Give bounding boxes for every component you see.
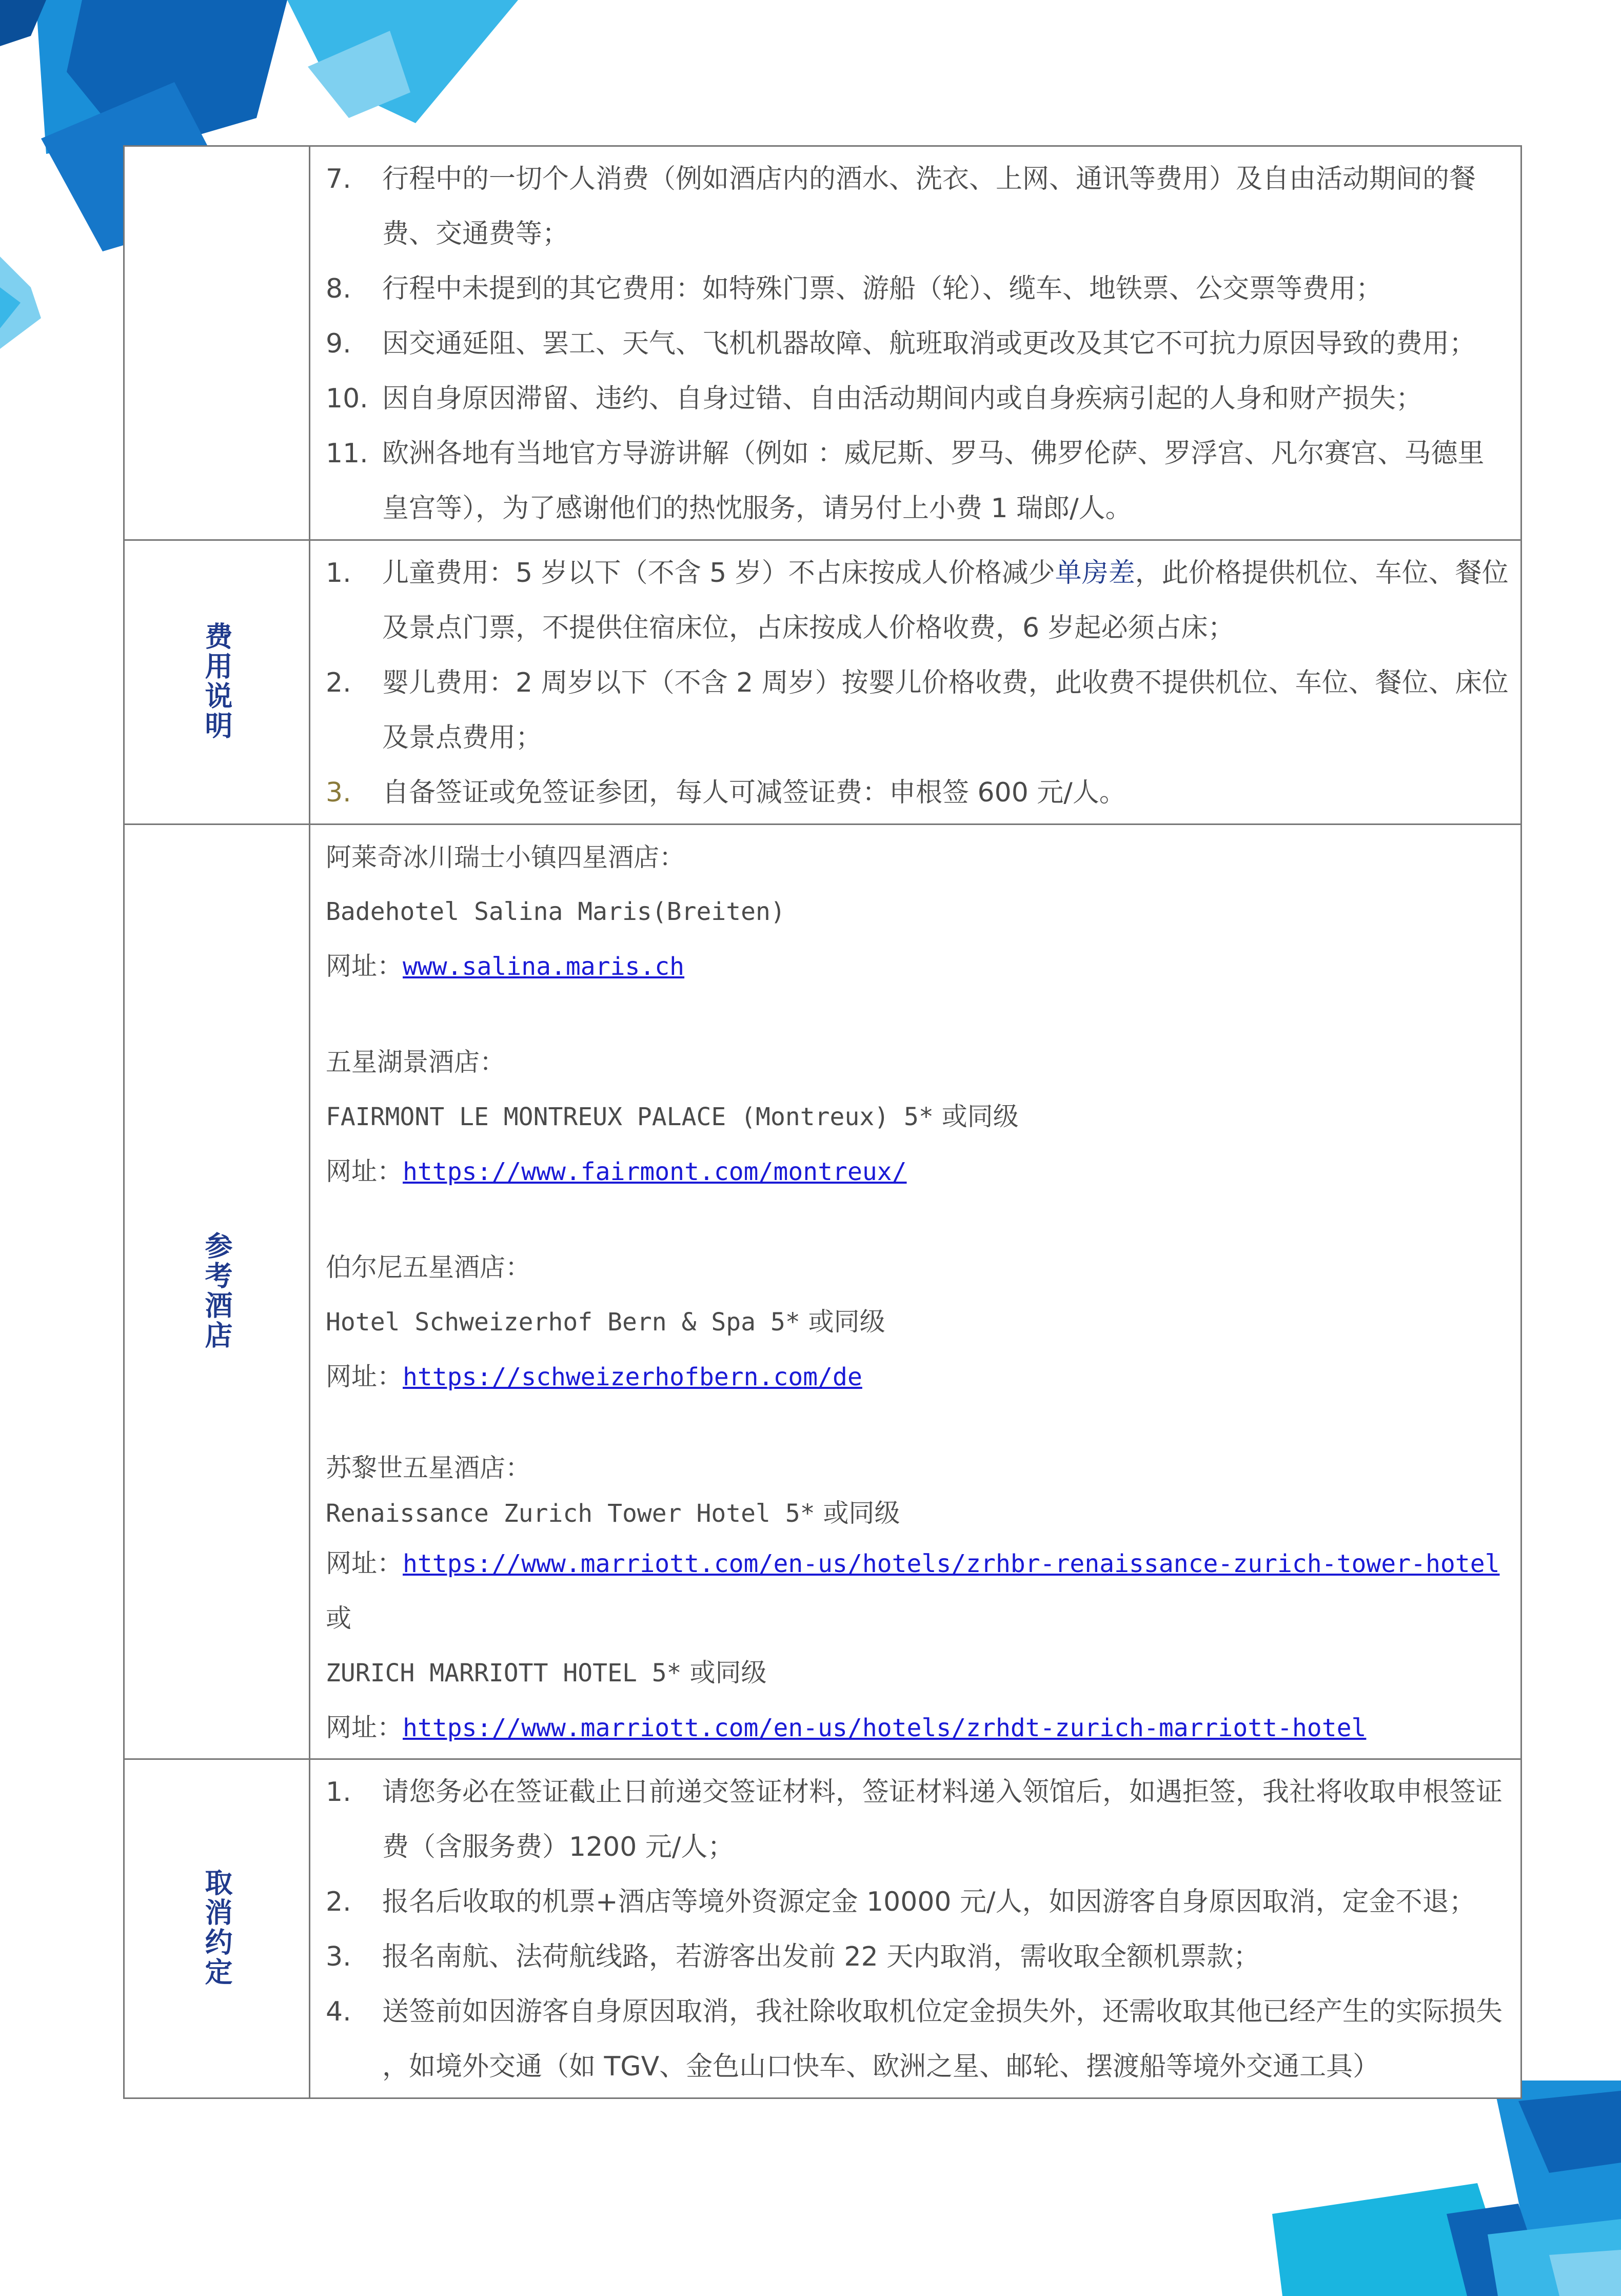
list-item	[326, 1875, 1510, 1930]
or-text: 或	[326, 1603, 351, 1633]
hotel-name-en: FAIRMONT LE MONTREUX PALACE (Montreux) 5*	[326, 1103, 934, 1131]
list-text: 送签前如因游客自身原因取消，我社除收取机位定金损失外，还需收取其他已经产生的实际损失 ，如境外交通（如 TGV、金色山口快车、欧洲之星、邮轮、摆渡船等境外交通工具）	[382, 1996, 1503, 2082]
cancellation-row	[124, 1759, 1521, 2098]
hotel-name-en: Renaissance Zurich Tower Hotel 5*	[326, 1499, 815, 1528]
single-room-supplement-term: 单房差	[1055, 558, 1135, 588]
list-number: 2.	[326, 668, 351, 698]
hotel-name-suffix: 或同级	[800, 1307, 885, 1337]
hotel-url-line	[326, 1700, 1510, 1755]
list-item	[326, 766, 1510, 820]
list-text: 欧洲各地有当地官方导游讲解（例如 ：威尼斯、罗马、佛罗伦萨、罗浮宫、凡尔赛宫、马德里皇宫等），为了感谢他们的热忱服务，请另付上小费 1 瑞郎/人。	[382, 438, 1485, 524]
list-number: 4.	[326, 1996, 351, 2027]
list-number: 1.	[326, 558, 351, 588]
list-item	[326, 1930, 1510, 1985]
hotel-name-en: Hotel Schweizerhof Bern & Spa 5*	[326, 1308, 800, 1337]
section-label-cancellation: 取消约定	[201, 1868, 233, 1987]
list-number: 3.	[326, 1941, 351, 1972]
fee-exclusions-label-cell	[124, 146, 310, 540]
list-item	[326, 1765, 1510, 1875]
cancellation-label-cell	[124, 1759, 310, 2098]
list-number: 8.	[326, 273, 351, 304]
url-label: 网址：	[326, 1713, 403, 1742]
itinerary-info-table	[123, 145, 1522, 2099]
hotel-link[interactable]: https://www.fairmont.com/montreux/	[403, 1157, 907, 1186]
hotel-name	[326, 1645, 1510, 1700]
list-number: 3.	[326, 777, 351, 808]
list-text: 报名南航、法荷航线路，若游客出发前 22 天内取消，需收取全额机票款；	[382, 1941, 1260, 1972]
url-label: 网址：	[326, 1548, 403, 1578]
child-fee-text: 儿童费用：5 岁以下（不含 5 岁）不占床按成人价格减少	[382, 558, 1055, 588]
hotel-link[interactable]: https://schweizerhofbern.com/de	[403, 1363, 862, 1391]
url-label: 网址：	[326, 1156, 403, 1186]
hotel-url-line	[326, 1144, 1510, 1199]
list-number: 2.	[326, 1887, 351, 1917]
child-fee-text-after: ，此价格提供机位、车位、餐位及景点门票，不提供住宿床位，占床按成人价格收费，6 岁起必须占床；	[382, 558, 1509, 643]
decorative-corner-bottom	[1159, 2081, 1621, 2296]
hotel-name	[326, 1490, 1510, 1536]
list-number: 7.	[326, 164, 351, 194]
hotel-name-suffix: 或同级	[933, 1102, 1019, 1131]
list-item	[326, 152, 1510, 262]
hotels-content	[310, 825, 1521, 1759]
hotel-name-suffix: 或同级	[815, 1498, 900, 1528]
hotel-link[interactable]: https://www.marriott.com/en-us/hotels/zrhdt-zurich-marriott-hotel	[403, 1714, 1367, 1742]
list-number: 11.	[326, 438, 368, 469]
hotel-title: 阿莱奇冰川瑞士小镇四星酒店：	[326, 842, 685, 872]
list-item	[326, 546, 1510, 656]
url-label: 网址：	[326, 1362, 403, 1391]
list-text: 请您务必在签证截止日前递交签证材料，签证材料递入领馆后，如遇拒签，我社将收取申根签证费（含服务费）1200 元/人；	[382, 1777, 1503, 1862]
url-label: 网址：	[326, 951, 403, 981]
list-text: 自备签证或免签证参团，每人可减签证费：申根签 600 元/人。	[382, 777, 1126, 808]
list-item	[326, 262, 1510, 317]
hotel-name	[326, 1294, 1510, 1349]
list-item	[326, 317, 1510, 371]
list-text: 行程中未提到的其它费用：如特殊门票、游船（轮）、缆车、地铁票、公交票等费用；	[382, 273, 1383, 304]
hotel-url-line	[326, 1536, 1510, 1591]
list-text: 报名后收取的机票+酒店等境外资源定金 10000 元/人，如因游客自身原因取消，定金不退；	[382, 1887, 1476, 1917]
list-text: 行程中的一切个人消费（例如酒店内的酒水、洗衣、上网、通讯等费用）及自由活动期间的餐费、交通费等；	[382, 164, 1476, 249]
list-number: 1.	[326, 1777, 351, 1808]
fee-notes-content	[310, 540, 1521, 825]
hotel-title: 苏黎世五星酒店：	[326, 1453, 531, 1483]
list-text	[382, 546, 1510, 656]
hotel-title: 五星湖景酒店：	[326, 1047, 505, 1077]
fee-notes-label-cell	[124, 540, 310, 825]
hotel-name	[326, 1089, 1510, 1144]
list-number: 9.	[326, 328, 351, 359]
list-number: 10.	[326, 383, 368, 414]
hotel-name: Badehotel Salina Maris(Breiten)	[326, 897, 785, 926]
cancellation-content	[310, 1759, 1521, 2098]
hotels-row	[124, 825, 1521, 1759]
hotels-label-cell	[124, 825, 310, 1759]
hotel-url-line	[326, 1349, 1510, 1404]
list-text: 婴儿费用：2 周岁以下（不含 2 周岁）按婴儿价格收费，此收费不提供机位、车位、餐位、床位及景点费用；	[382, 668, 1509, 753]
fee-notes-row	[124, 540, 1521, 825]
hotel-link[interactable]: www.salina.maris.ch	[403, 952, 685, 981]
hotel-name-en: ZURICH MARRIOTT HOTEL 5*	[326, 1659, 682, 1687]
list-item	[326, 371, 1510, 426]
hotel-name-suffix: 或同级	[681, 1658, 767, 1687]
list-item	[326, 426, 1510, 536]
fee-exclusions-content	[310, 146, 1521, 540]
hotel-title: 伯尔尼五星酒店：	[326, 1252, 531, 1282]
list-text: 因自身原因滞留、违约、自身过错、自由活动期间内或自身疾病引起的人身和财产损失；	[382, 383, 1423, 414]
list-text: 因交通延阻、罢工、天气、飞机机器故障、航班取消或更改及其它不可抗力原因导致的费用；	[382, 328, 1476, 359]
list-item	[326, 1985, 1510, 2094]
hotel-link[interactable]: https://www.marriott.com/en-us/hotels/zrhbr-renaissance-zurich-tower-hotel	[403, 1549, 1500, 1578]
fee-exclusions-row	[124, 146, 1521, 540]
hotel-url-line	[326, 939, 1510, 994]
section-label-fee-notes: 费用说明	[201, 621, 233, 741]
section-label-hotels: 参考酒店	[201, 1231, 233, 1350]
list-item	[326, 656, 1510, 766]
